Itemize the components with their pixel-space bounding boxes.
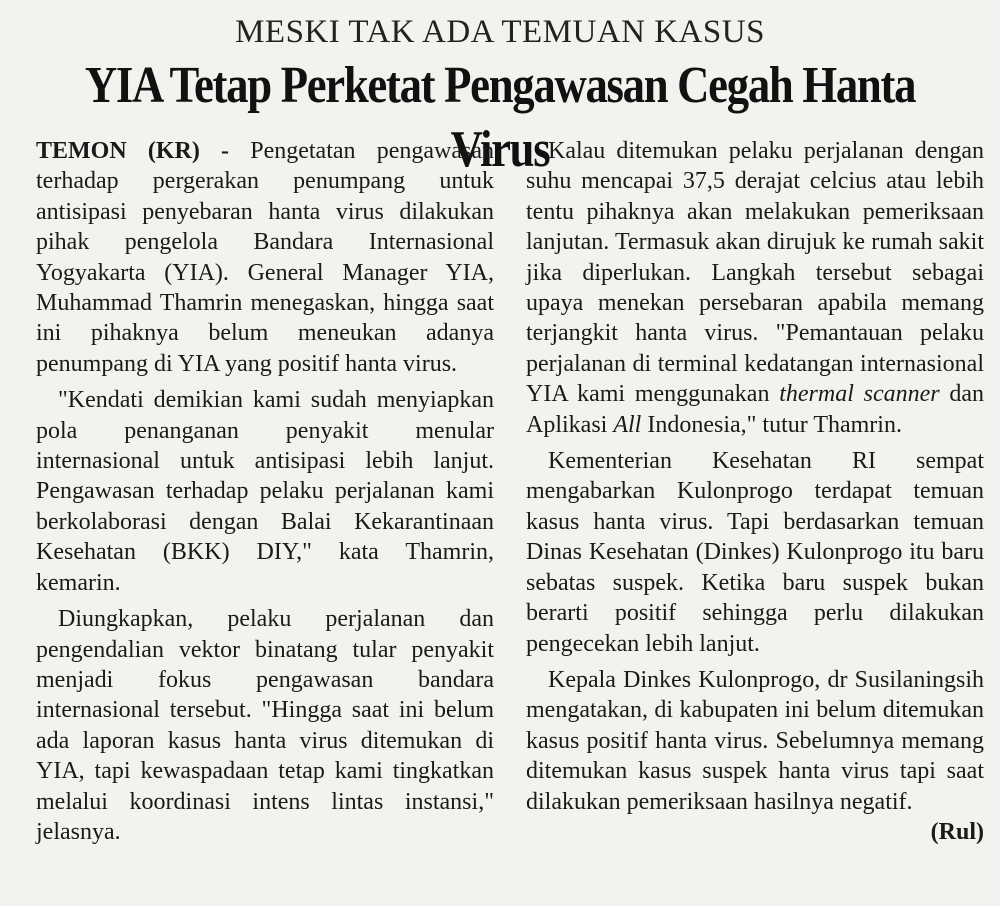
article-column-right <box>526 136 984 847</box>
kicker: MESKI TAK ADA TEMUAN KASUS <box>235 14 765 50</box>
term-all: All <box>613 411 642 438</box>
paragraph-4-text-a: Kalau ditemukan pelaku perjalanan dengan suhu mencapai 37,5 derajat celcius atau lebih tentu pihaknya akan melakukan pemeriksaan lanjutan. Termasuk akan dirujuk ke rumah sakit jika diperlukan. Langkah tersebut sebagai upaya menekan persebaran apabila memang terjangkit hanta virus. "Pemantauan pelaku perjalanan di terminal kedatangan internasional YIA kami menggunakan <box>526 138 984 408</box>
paragraph-2: "Kendati demikian kami sudah menyiapkan pola penanganan penyakit menular internasional untuk antisipasi lebih lanjut. Pengawasan terhadap pelaku perjalanan kami berkolaborasi dengan Balai Kekarantinaan Kesehatan (BKK) DIY," kata Thamrin, kemarin. <box>36 387 494 596</box>
paragraph-5: Kementerian Kesehatan RI sempat mengabarkan Kulonprogo terdapat temuan kasus hanta virus. Tapi berdasarkan temuan Dinas Kesehatan (Dinkes) Kulonprogo itu baru sebatas suspek. Ketika baru suspek bukan berarti positif sehingga perlu dilakukan pengecekan lebih lanjut. <box>526 448 984 657</box>
dateline: TEMON (KR) - <box>36 138 230 164</box>
paragraph-1 <box>36 136 494 379</box>
author-signature: (Rul) <box>930 818 984 845</box>
term-thermal-scanner: thermal scanner <box>779 381 940 408</box>
paragraph-4-text-b: dan Aplikasi <box>526 381 985 438</box>
paragraph-6 <box>526 665 984 845</box>
headline-text: YIA Tetap Perketat Pengawasan Cegah Hanta Virus <box>84 57 916 178</box>
paragraph-4 <box>526 136 984 440</box>
paragraph-1-text: Pengetatan pengawasan terhadap pergerakan penumpang untuk antisipasi penyebaran hanta virus dilakukan pihak pengelola Bandara Internasional Yogyakarta (YIA). General Manager YIA, Muhammad Thamrin menegaskan, hingga saat ini pihaknya belum meneukan adanya penumpang di YIA yang positif hanta virus. <box>36 138 494 377</box>
paragraph-4-text-c: Indonesia," tutur Thamrin. <box>647 411 902 438</box>
article-column-left <box>36 136 494 853</box>
paragraph-6-text: Kepala Dinkes Kulonprogo, dr Susilaningsih mengatakan, di kabupaten ini belum ditemukan kasus positif hanta virus. Sebelumnya memang ditemukan kasus suspek hanta virus tapi saat dilakukan pemeriksaan hasilnya negatif. <box>526 666 984 815</box>
paragraph-3: Diungkapkan, pelaku perjalanan dan pengendalian vektor binatang tular penyakit menjadi fokus pengawasan bandara internasional tersebut. "Hingga saat ini belum ada laporan kasus hanta virus ditemukan di YIA, tapi kewaspadaan tetap kami tingkatkan melalui koordinasi intens lintas instansi," jelasnya. <box>36 606 494 845</box>
